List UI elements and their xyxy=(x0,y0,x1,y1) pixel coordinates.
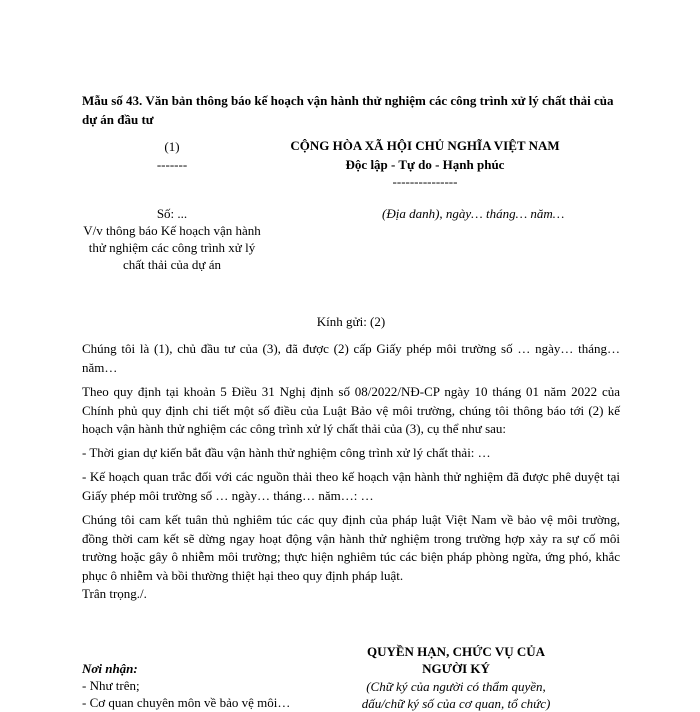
document-title: Mẫu số 43. Văn bản thông báo kế hoạch vận hành thử nghiệm các công trình xử lý chất thải của dự án đầu tư xyxy=(82,93,614,127)
recipients-label: Nơi nhận: xyxy=(82,661,138,676)
body-paragraph: - Kế hoạch quan trắc đối với các nguồn thải theo kế hoạch vận hành thử nghiệm đã được phê duyệt tại Giấy phép môi trường số … ngày… tháng… năm…: … xyxy=(82,469,620,503)
document-number: Số: ... xyxy=(156,206,188,221)
org-underline: ------- xyxy=(156,157,188,172)
signature-note: (Chữ ký của người có thẩm quyền, dấu/chữ ký số của cơ quan, tổ chức) xyxy=(361,679,551,711)
signer-title: QUYỀN HẠN, CHỨC VỤ CỦA NGƯỜI KÝ xyxy=(366,644,546,676)
motto-underline: --------------- xyxy=(392,174,458,189)
national-motto: Độc lập - Tự do - Hạnh phúc xyxy=(345,157,505,172)
recipient-item: - Cơ quan chuyên môn về bảo vệ môi… xyxy=(82,695,291,710)
place-date: (Địa danh), ngày… tháng… năm… xyxy=(382,206,565,221)
document-subject: V/v thông báo Kế hoạch vận hành thử nghiệm các công trình xử lý chất thải của dự án xyxy=(83,223,261,272)
body-paragraph: - Thời gian dự kiến bắt đầu vận hành thử nghiệm công trình xử lý chất thải: … xyxy=(82,445,491,460)
closing: Trân trọng./. xyxy=(82,586,147,601)
body-paragraph: Chúng tôi là (1), chủ đầu tư của (3), đã được (2) cấp Giấy phép môi trường số … ngày… tháng… năm… xyxy=(82,341,620,375)
body-paragraph: Theo quy định tại khoản 5 Điều 31 Nghị định số 08/2022/NĐ-CP ngày 10 tháng 01 năm 2022 của Chính phủ quy định chi tiết một số điều của Luật Bảo vệ môi trường, chúng tôi thông báo tới (2) kế hoạch vận hành thử nghiệm các công trình xử lý chất thải của (3), cụ thể như sau: xyxy=(82,384,620,436)
national-title: CỘNG HÒA XÃ HỘI CHỦ NGHĨA VIỆT NAM xyxy=(290,138,560,153)
recipient-item: - Như trên; xyxy=(82,678,140,693)
body-paragraph: Chúng tôi cam kết tuân thủ nghiêm túc các quy định của pháp luật Việt Nam về bảo vệ môi trường, đồng thời cam kết sẽ dừng ngay hoạt động vận hành thử nghiệm trong trường hợp xảy ra sự cố môi trường hoặc gây ô nhiễm môi trường; thực hiện nghiêm túc các biện pháp phòng ngừa, ứng phó, khắc phục ô nhiễm và bồi thường thiệt hại theo quy định pháp luật. xyxy=(82,512,620,583)
issuing-org: (1) xyxy=(164,139,180,154)
addressee: Kính gửi: (2) xyxy=(316,314,386,329)
